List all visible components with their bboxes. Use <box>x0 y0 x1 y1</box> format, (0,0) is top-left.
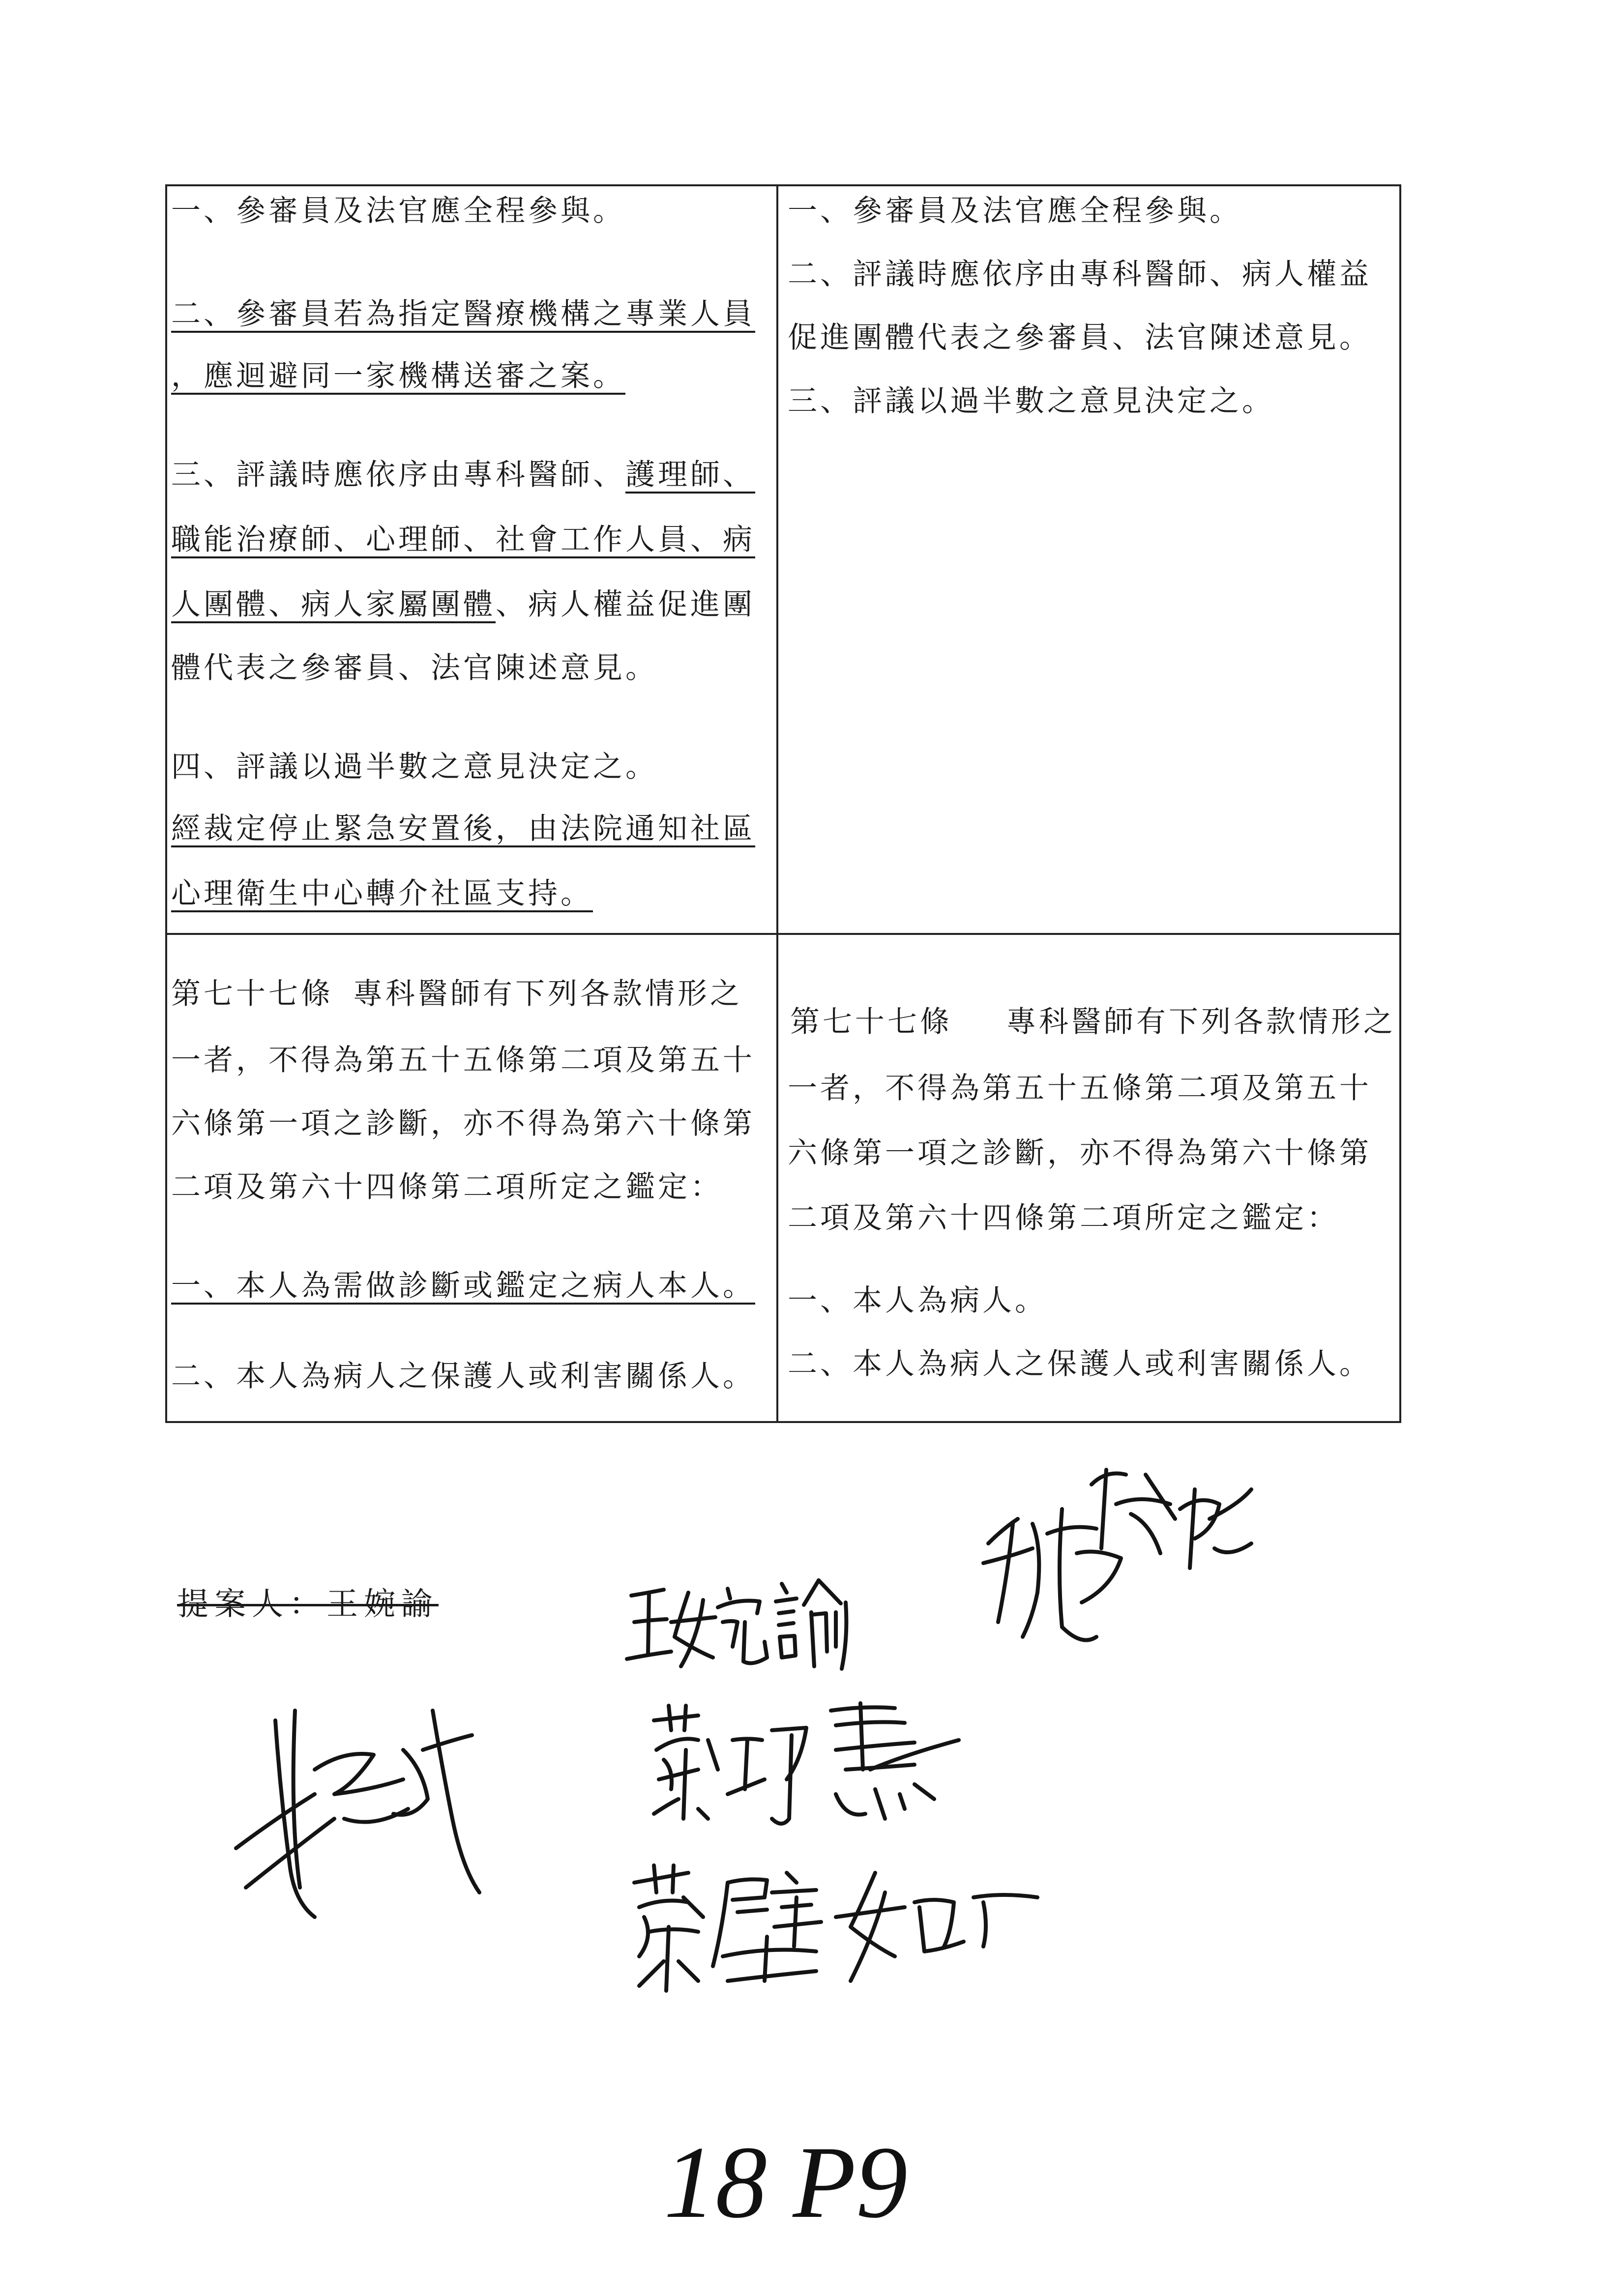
underlined-text: 人團體、病人家屬團體 <box>171 587 496 622</box>
text-line <box>171 1167 723 1207</box>
row-2-left-cell <box>165 934 777 1423</box>
text-line <box>171 294 755 334</box>
text-segment: 二項及第六十四條第二項所定之鑑定： <box>171 1170 723 1204</box>
text-line <box>171 974 742 1014</box>
text-line <box>171 520 755 559</box>
text-segment: 一、參審員及法官應全程參與。 <box>171 194 625 228</box>
text-segment: 二、評議時應依序由專科醫師、病人權益 <box>788 257 1372 291</box>
text-line <box>788 1281 1047 1320</box>
text-line <box>171 356 625 396</box>
text-line <box>788 318 1372 357</box>
underlined-text: 二、參審員若為指定醫療機構之專業人員 <box>171 297 755 331</box>
row-2-right-cell <box>777 934 1401 1423</box>
text-segment: 六條第一項之診斷，亦不得為第六十條第 <box>171 1106 755 1141</box>
text-segment: 一、本人為病人。 <box>788 1283 1047 1318</box>
text-line <box>788 1069 1372 1108</box>
text-segment: 六條第一項之診斷，亦不得為第六十條第 <box>788 1136 1372 1170</box>
text-segment: 三、評議以過半數之意見決定之。 <box>788 384 1274 418</box>
text-line <box>788 1133 1372 1173</box>
text-line <box>171 648 658 688</box>
signature-3 <box>236 1711 479 1917</box>
text-line <box>171 1041 755 1080</box>
underlined-text: 經裁定停止緊急安置後，由法院通知社區 <box>171 812 755 846</box>
text-line <box>171 747 658 786</box>
text-line <box>171 1104 755 1143</box>
row-1-left-cell <box>165 184 777 934</box>
text-segment: 、病人權益促進團 <box>496 587 755 622</box>
underlined-text: 護理師、 <box>625 458 755 492</box>
proposer-line: 提案人：王婉諭 <box>177 1586 439 1623</box>
article-number: 第七十七條 <box>171 977 333 1011</box>
text-line <box>171 1357 755 1396</box>
article-number: 第七十七條 <box>790 1005 952 1039</box>
text-segment: 專科醫師有下列各款情形之 <box>1006 1005 1396 1039</box>
underlined-text: ，應迴避同一家機構送審之案。 <box>171 359 625 393</box>
text-segment: 二、本人為病人之保護人或利害關係人。 <box>171 1359 755 1394</box>
text-line <box>171 455 755 494</box>
text-line <box>788 191 1242 231</box>
text-line <box>788 255 1372 294</box>
underlined-text: 心理衛生中心轉介社區支持。 <box>171 876 593 911</box>
row-1-right-cell <box>777 184 1401 934</box>
text-segment: 一、參審員及法官應全程參與。 <box>788 194 1242 228</box>
text-line <box>788 1198 1339 1238</box>
text-segment: 促進團體代表之參審員、法官陳述意見。 <box>788 320 1372 355</box>
text-segment: 二、本人為病人之保護人或利害關係人。 <box>788 1347 1372 1381</box>
text-line <box>171 1266 755 1306</box>
text-line <box>171 874 593 913</box>
signature-4 <box>654 1703 959 1824</box>
handwritten-page-mark: 18 P9 <box>664 2125 908 2239</box>
text-segment: 三、評議時應依序由專科醫師、 <box>171 458 625 492</box>
underlined-text: 一、本人為需做診斷或鑑定之病人本人。 <box>171 1269 755 1303</box>
text-segment: 一者，不得為第五十五條第二項及第五十 <box>171 1043 755 1077</box>
text-line <box>790 1002 1396 1042</box>
text-line <box>788 381 1274 421</box>
text-segment: 二項及第六十四條第二項所定之鑑定： <box>788 1201 1339 1235</box>
text-line <box>171 809 755 848</box>
text-segment: 體代表之參審員、法官陳述意見。 <box>171 651 658 685</box>
text-segment: 專科醫師有下列各款情形之 <box>353 977 742 1011</box>
text-line <box>171 191 625 231</box>
signature-1 <box>627 1580 846 1669</box>
text-segment: 四、評議以過半數之意見決定之。 <box>171 750 658 784</box>
signature-5 <box>634 1865 1037 1991</box>
text-line <box>788 1344 1372 1384</box>
text-segment: 一者，不得為第五十五條第二項及第五十 <box>788 1071 1372 1105</box>
underlined-text: 職能治療師、心理師、社會工作人員、病 <box>171 523 755 557</box>
signature-2 <box>983 1470 1251 1640</box>
text-line <box>171 585 755 624</box>
